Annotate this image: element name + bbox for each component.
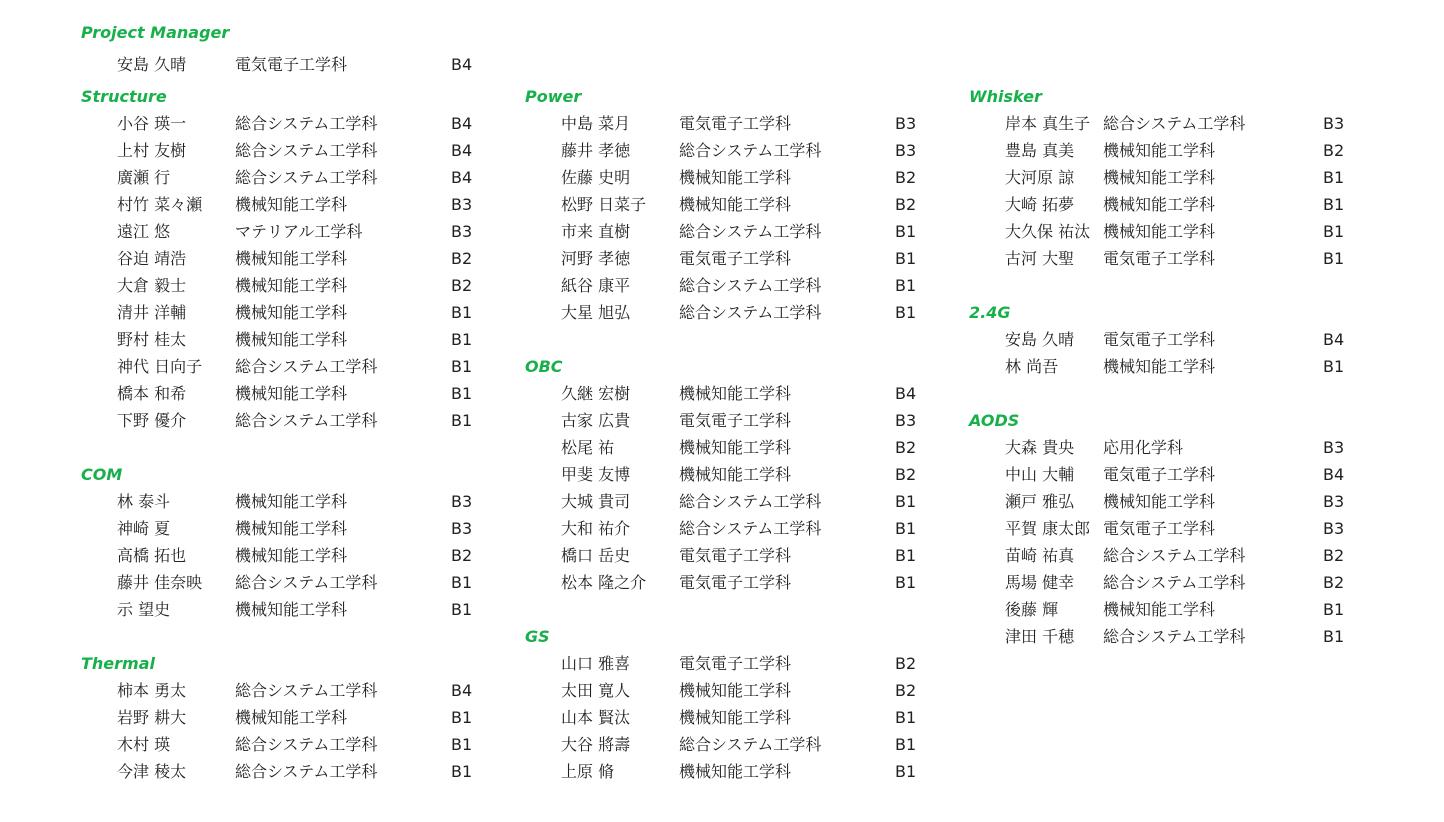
member-year: B2 — [1323, 573, 1345, 592]
member-year: B4 — [451, 141, 473, 160]
member-year: B3 — [451, 519, 473, 538]
member-row — [117, 411, 517, 438]
member-department: 総合システム工学科 — [679, 276, 822, 295]
member-row — [117, 168, 517, 195]
member-name: 紙谷 康平 — [561, 276, 631, 295]
member-row — [1005, 600, 1405, 627]
member-year: B1 — [895, 546, 917, 565]
section-title-com: COM — [81, 465, 123, 484]
member-name: 大和 祐介 — [561, 519, 631, 538]
member-name: 遠江 悠 — [117, 222, 171, 241]
member-row — [561, 735, 961, 762]
member-row — [117, 195, 517, 222]
member-year: B2 — [895, 654, 917, 673]
member-row — [117, 762, 517, 789]
member-name: 後藤 輝 — [1005, 600, 1059, 619]
member-name: 太田 寛人 — [561, 681, 631, 700]
member-department: 機械知能工学科 — [235, 384, 348, 403]
member-department: 機械知能工学科 — [235, 249, 348, 268]
member-row — [1005, 249, 1405, 276]
member-year: B1 — [1323, 357, 1345, 376]
member-year: B4 — [895, 384, 917, 403]
member-name: 津田 千穂 — [1005, 627, 1075, 646]
member-row — [561, 384, 961, 411]
member-year: B1 — [451, 735, 473, 754]
section-title-gs: GS — [525, 627, 550, 646]
member-year: B2 — [451, 276, 473, 295]
member-year: B4 — [451, 168, 473, 187]
member-name: 藤井 孝徳 — [561, 141, 631, 160]
member-year: B1 — [895, 492, 917, 511]
member-row — [117, 303, 517, 330]
member-department: 機械知能工学科 — [235, 708, 348, 727]
member-department: 機械知能工学科 — [679, 465, 792, 484]
member-year: B1 — [1323, 249, 1345, 268]
member-name: 山口 雅喜 — [561, 654, 631, 673]
member-department: マテリアル工学科 — [235, 222, 363, 241]
section-title-2-4g: 2.4G — [969, 303, 1011, 322]
member-department: 機械知能工学科 — [1103, 600, 1216, 619]
member-department: 機械知能工学科 — [679, 195, 792, 214]
member-name: 古河 大聖 — [1005, 249, 1075, 268]
member-name: 久継 宏樹 — [561, 384, 631, 403]
member-department: 機械知能工学科 — [679, 708, 792, 727]
member-name: 大谷 將壽 — [561, 735, 631, 754]
member-name: 松本 隆之介 — [561, 573, 647, 592]
member-year: B3 — [1323, 438, 1345, 457]
member-department: 総合システム工学科 — [235, 681, 378, 700]
member-year: B1 — [451, 357, 473, 376]
member-name: 市来 直樹 — [561, 222, 631, 241]
member-row — [1005, 465, 1405, 492]
section-title-aods: AODS — [969, 411, 1020, 430]
member-row — [117, 384, 517, 411]
member-department: 総合システム工学科 — [679, 222, 822, 241]
member-name: 中島 菜月 — [561, 114, 631, 133]
member-year: B1 — [1323, 222, 1345, 241]
member-name: 甲斐 友博 — [561, 465, 631, 484]
member-name: 平賀 康太郎 — [1005, 519, 1091, 538]
member-name: 村竹 菜々瀬 — [117, 195, 203, 214]
member-year: B2 — [451, 546, 473, 565]
member-department: 機械知能工学科 — [1103, 357, 1216, 376]
member-row — [117, 114, 517, 141]
member-year: B1 — [451, 303, 473, 322]
member-year: B3 — [1323, 519, 1345, 538]
member-row — [117, 222, 517, 249]
member-row — [1005, 141, 1405, 168]
member-year: B1 — [895, 708, 917, 727]
member-row — [117, 546, 517, 573]
member-department: 総合システム工学科 — [235, 114, 378, 133]
member-row — [1005, 357, 1405, 384]
member-row — [561, 141, 961, 168]
member-row — [561, 708, 961, 735]
member-department: 電気電子工学科 — [1103, 249, 1216, 268]
member-name: 橋本 和希 — [117, 384, 187, 403]
member-year: B1 — [895, 735, 917, 754]
member-name: 示 望史 — [117, 600, 171, 619]
member-year: B2 — [895, 168, 917, 187]
member-name: 松尾 祐 — [561, 438, 615, 457]
member-row — [1005, 627, 1405, 654]
member-row — [561, 249, 961, 276]
member-department: 総合システム工学科 — [235, 762, 378, 781]
member-department: 総合システム工学科 — [1103, 573, 1246, 592]
member-department: 機械知能工学科 — [235, 195, 348, 214]
member-name: 清井 洋輔 — [117, 303, 187, 322]
member-year: B3 — [895, 114, 917, 133]
member-row — [1005, 438, 1405, 465]
member-department: 機械知能工学科 — [679, 762, 792, 781]
member-row — [117, 357, 517, 384]
member-name: 柿本 勇太 — [117, 681, 187, 700]
member-department: 電気電子工学科 — [679, 411, 792, 430]
member-department: 電気電子工学科 — [235, 55, 348, 74]
member-name: 山本 賢汰 — [561, 708, 631, 727]
member-row — [117, 249, 517, 276]
member-year: B1 — [895, 762, 917, 781]
member-year: B2 — [451, 249, 473, 268]
member-row — [561, 168, 961, 195]
member-name: 上村 友樹 — [117, 141, 187, 160]
member-year: B3 — [1323, 492, 1345, 511]
member-department: 総合システム工学科 — [679, 492, 822, 511]
member-row — [561, 465, 961, 492]
member-row — [1005, 195, 1405, 222]
member-year: B1 — [895, 276, 917, 295]
member-row — [117, 492, 517, 519]
member-department: 電気電子工学科 — [679, 573, 792, 592]
member-year: B1 — [451, 708, 473, 727]
member-name: 古家 広貴 — [561, 411, 631, 430]
member-department: 総合システム工学科 — [235, 735, 378, 754]
member-name: 神崎 夏 — [117, 519, 171, 538]
member-year: B2 — [895, 465, 917, 484]
member-name: 神代 日向子 — [117, 357, 203, 376]
member-row — [561, 222, 961, 249]
member-year: B1 — [895, 249, 917, 268]
member-name: 安島 久晴 — [117, 55, 187, 74]
member-department: 電気電子工学科 — [679, 546, 792, 565]
member-year: B2 — [1323, 141, 1345, 160]
member-name: 下野 優介 — [117, 411, 187, 430]
member-row — [561, 303, 961, 330]
member-row — [117, 600, 517, 627]
member-year: B1 — [1323, 168, 1345, 187]
member-year: B1 — [1323, 600, 1345, 619]
member-row — [561, 114, 961, 141]
member-year: B3 — [1323, 114, 1345, 133]
member-name: 大城 貴司 — [561, 492, 631, 511]
member-department: 機械知能工学科 — [235, 519, 348, 538]
member-row — [561, 573, 961, 600]
member-department: 機械知能工学科 — [235, 330, 348, 349]
member-name: 安島 久晴 — [1005, 330, 1075, 349]
member-row — [561, 546, 961, 573]
section-title-whisker: Whisker — [969, 87, 1042, 106]
member-name: 大倉 毅士 — [117, 276, 187, 295]
member-row — [117, 55, 517, 82]
member-year: B1 — [451, 411, 473, 430]
member-department: 総合システム工学科 — [679, 735, 822, 754]
member-department: 機械知能工学科 — [679, 168, 792, 187]
member-name: 松野 日菜子 — [561, 195, 647, 214]
member-name: 大久保 祐汰 — [1005, 222, 1091, 241]
section-title-project-manager: Project Manager — [81, 23, 230, 42]
member-row — [117, 735, 517, 762]
member-department: 機械知能工学科 — [679, 438, 792, 457]
member-name: 小谷 瑛一 — [117, 114, 187, 133]
member-department: 機械知能工学科 — [1103, 222, 1216, 241]
member-row — [1005, 546, 1405, 573]
member-department: 電気電子工学科 — [679, 114, 792, 133]
member-year: B3 — [895, 141, 917, 160]
member-name: 中山 大輔 — [1005, 465, 1075, 484]
member-department: 総合システム工学科 — [679, 303, 822, 322]
member-row — [117, 519, 517, 546]
member-name: 大河原 諒 — [1005, 168, 1075, 187]
member-year: B1 — [895, 303, 917, 322]
member-department: 総合システム工学科 — [679, 141, 822, 160]
member-row — [1005, 492, 1405, 519]
member-row — [1005, 168, 1405, 195]
member-name: 瀬戸 雅弘 — [1005, 492, 1075, 511]
member-department: 電気電子工学科 — [679, 249, 792, 268]
member-name: 岸本 真生子 — [1005, 114, 1091, 133]
member-name: 豊島 真美 — [1005, 141, 1075, 160]
member-department: 電気電子工学科 — [679, 654, 792, 673]
member-name: 林 尚吾 — [1005, 357, 1059, 376]
member-name: 岩野 耕大 — [117, 708, 187, 727]
member-name: 馬場 健幸 — [1005, 573, 1075, 592]
member-department: 機械知能工学科 — [1103, 141, 1216, 160]
member-year: B4 — [451, 55, 473, 74]
member-year: B2 — [1323, 546, 1345, 565]
member-row — [561, 654, 961, 681]
section-title-thermal: Thermal — [81, 654, 155, 673]
member-name: 高橋 拓也 — [117, 546, 187, 565]
member-row — [117, 141, 517, 168]
member-department: 総合システム工学科 — [1103, 627, 1246, 646]
member-year: B4 — [1323, 330, 1345, 349]
member-row — [117, 573, 517, 600]
member-row — [561, 195, 961, 222]
member-year: B2 — [895, 195, 917, 214]
member-year: B3 — [451, 222, 473, 241]
member-department: 機械知能工学科 — [235, 303, 348, 322]
member-row — [561, 681, 961, 708]
member-department: 機械知能工学科 — [1103, 195, 1216, 214]
member-name: 佐藤 史明 — [561, 168, 631, 187]
member-name: 野村 桂太 — [117, 330, 187, 349]
member-year: B1 — [451, 384, 473, 403]
member-department: 総合システム工学科 — [235, 357, 378, 376]
member-name: 大星 旭弘 — [561, 303, 631, 322]
member-department: 機械知能工学科 — [235, 546, 348, 565]
member-year: B1 — [451, 762, 473, 781]
member-year: B1 — [451, 330, 473, 349]
member-name: 橋口 岳史 — [561, 546, 631, 565]
member-row — [561, 519, 961, 546]
member-row — [561, 438, 961, 465]
member-row — [1005, 222, 1405, 249]
member-department: 総合システム工学科 — [1103, 114, 1246, 133]
member-name: 谷迫 靖浩 — [117, 249, 187, 268]
member-year: B3 — [451, 195, 473, 214]
member-department: 総合システム工学科 — [235, 411, 378, 430]
member-department: 機械知能工学科 — [1103, 492, 1216, 511]
member-department: 応用化学科 — [1103, 438, 1184, 457]
member-row — [1005, 519, 1405, 546]
member-year: B3 — [895, 411, 917, 430]
member-year: B2 — [895, 681, 917, 700]
member-department: 機械知能工学科 — [1103, 168, 1216, 187]
member-department: 機械知能工学科 — [235, 276, 348, 295]
member-name: 廣瀬 行 — [117, 168, 171, 187]
member-name: 木村 瑛 — [117, 735, 171, 754]
section-title-obc: OBC — [525, 357, 563, 376]
member-year: B1 — [451, 600, 473, 619]
member-name: 大森 貴央 — [1005, 438, 1075, 457]
member-department: 総合システム工学科 — [235, 573, 378, 592]
section-title-power: Power — [525, 87, 582, 106]
member-name: 大崎 拓夢 — [1005, 195, 1075, 214]
member-department: 電気電子工学科 — [1103, 465, 1216, 484]
member-row — [1005, 573, 1405, 600]
member-year: B2 — [895, 438, 917, 457]
member-year: B1 — [895, 519, 917, 538]
member-year: B3 — [451, 492, 473, 511]
section-title-structure: Structure — [81, 87, 167, 106]
member-row — [561, 411, 961, 438]
member-row — [117, 330, 517, 357]
member-name: 藤井 佳奈映 — [117, 573, 203, 592]
member-year: B4 — [1323, 465, 1345, 484]
member-year: B4 — [451, 114, 473, 133]
member-department: 機械知能工学科 — [679, 384, 792, 403]
member-row — [561, 276, 961, 303]
member-row — [117, 276, 517, 303]
member-year: B1 — [451, 573, 473, 592]
member-department: 電気電子工学科 — [1103, 330, 1216, 349]
member-name: 苗崎 祐真 — [1005, 546, 1075, 565]
member-name: 林 泰斗 — [117, 492, 171, 511]
member-department: 電気電子工学科 — [1103, 519, 1216, 538]
member-row — [117, 681, 517, 708]
member-department: 機械知能工学科 — [235, 600, 348, 619]
member-name: 河野 孝徳 — [561, 249, 631, 268]
member-department: 総合システム工学科 — [235, 141, 378, 160]
member-row — [117, 708, 517, 735]
member-year: B1 — [1323, 627, 1345, 646]
member-row — [561, 492, 961, 519]
member-department: 機械知能工学科 — [235, 492, 348, 511]
member-year: B1 — [895, 222, 917, 241]
member-department: 総合システム工学科 — [235, 168, 378, 187]
member-year: B4 — [451, 681, 473, 700]
member-name: 上原 脩 — [561, 762, 615, 781]
member-row — [1005, 330, 1405, 357]
member-name: 今津 稜太 — [117, 762, 187, 781]
member-department: 総合システム工学科 — [1103, 546, 1246, 565]
member-year: B1 — [895, 573, 917, 592]
member-row — [1005, 114, 1405, 141]
member-department: 機械知能工学科 — [679, 681, 792, 700]
member-department: 総合システム工学科 — [679, 519, 822, 538]
member-row — [561, 762, 961, 789]
member-year: B1 — [1323, 195, 1345, 214]
